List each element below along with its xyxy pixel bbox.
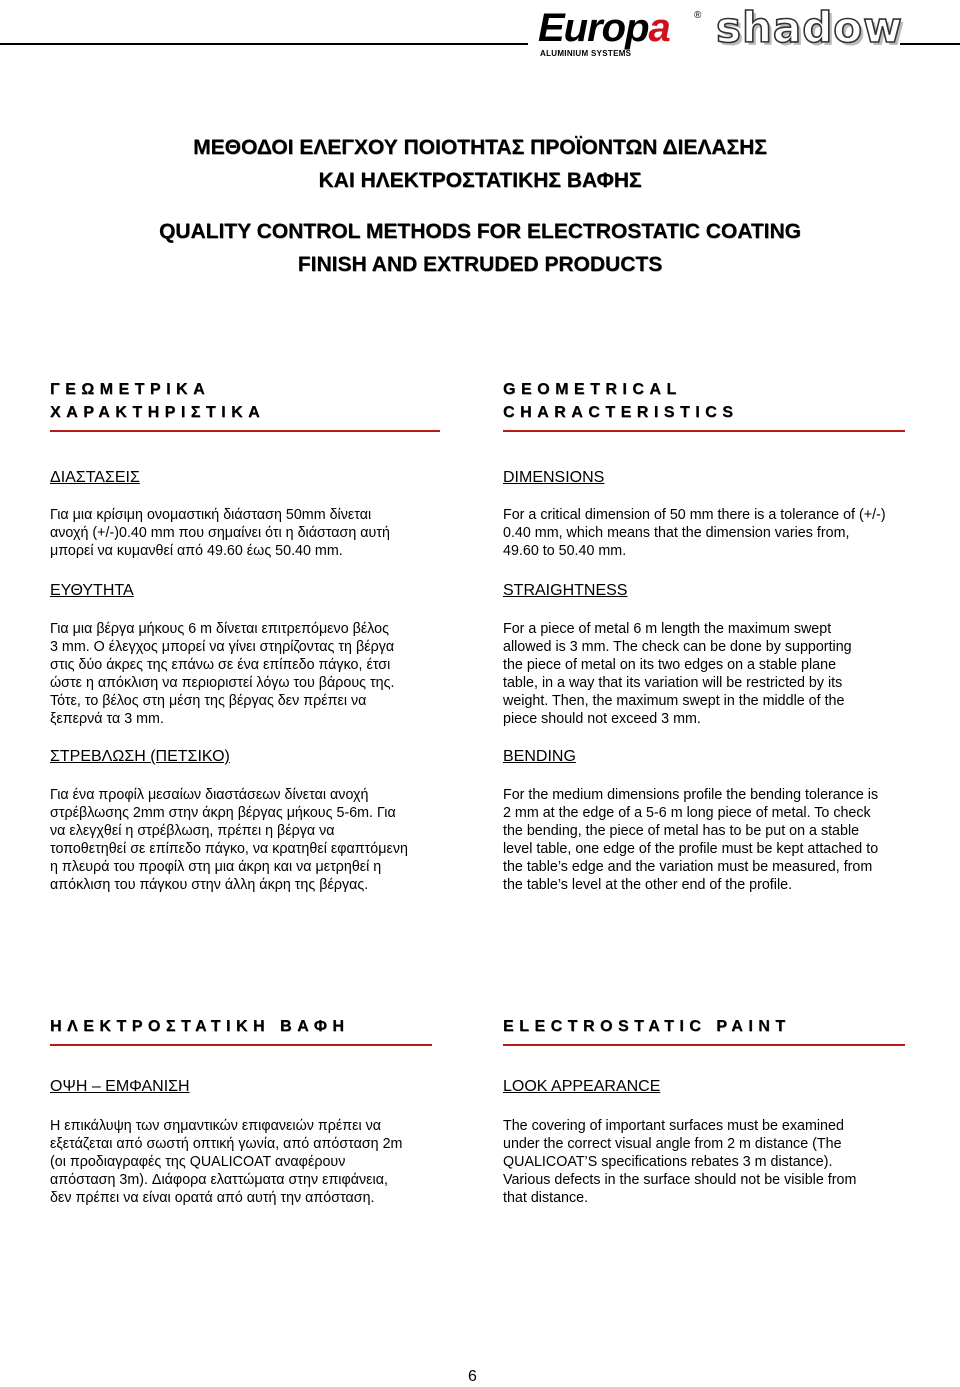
text-line: να ελεγχθεί η στρέβλωση, πρέπει η βέργα να — [50, 823, 335, 839]
text-line: For a piece of metal 6 m length the maximum swept — [503, 621, 832, 637]
paragraph-bending-greek — [50, 786, 408, 894]
paragraph-appearance-english — [503, 1117, 856, 1207]
text-line: Για ένα προφίλ μεσαίων διαστάσεων δίνεται ανοχή — [50, 787, 369, 803]
text-line: μπορεί να κυμανθεί από 49.60 έως 50.40 mm. — [50, 543, 343, 559]
text-line: Για μια κρίσιμη ονομαστική διάσταση 50mm δίνεται — [50, 507, 372, 523]
section-heading-english-line1: GEOMETRICAL — [503, 381, 682, 398]
subheading-bending-greek: ΣΤΡΕΒΛΩΣΗ (ΠΕΤΣΙΚΟ) — [50, 748, 230, 765]
paragraph-straightness-english — [503, 620, 852, 728]
text-line: the table’s level at the other end of the profile. — [503, 877, 793, 893]
paragraph-straightness-greek — [50, 620, 394, 728]
text-line: 49.60 to 50.40 mm. — [503, 543, 627, 559]
section-heading-english — [503, 378, 738, 424]
text-line: Various defects in the surface should not be visible from — [503, 1172, 857, 1188]
section-rule-right — [503, 430, 905, 432]
paragraph-dimensions-greek — [50, 506, 390, 560]
text-line: στρέβλωσης 2mm στην άκρη βέργας μήκους 5-6m. Για — [50, 805, 396, 821]
text-line: 2 mm at the edge of a 5-6 m long piece of metal. To check — [503, 805, 871, 821]
subheading-dimensions-english: DIMENSIONS — [503, 469, 605, 486]
title-greek-line1: ΜΕΘΟΔΟΙ ΕΛΕΓΧΟΥ ΠΟΙΟΤΗΤΑΣ ΠΡΟΪΟΝΤΩΝ ΔΙΕΛΑΣΗΣ — [193, 136, 767, 159]
text-line: piece should not exceed 3 mm. — [503, 711, 701, 727]
text-line: απόσταση 3m). Διάφορα ελαττώματα στην επιφάνεια, — [50, 1172, 388, 1188]
subheading-bending-english: BENDING — [503, 748, 576, 765]
section-rule-left — [50, 430, 440, 432]
text-line: allowed is 3 mm. The check can be done by supporting — [503, 639, 852, 655]
logo-wordmark: Europa — [538, 6, 670, 50]
subheading-appearance-english: LOOK APPEARANCE — [503, 1078, 661, 1095]
text-line: that distance. — [503, 1190, 589, 1206]
text-line: (οι προδιαγραφές της QUALICOAT αναφέρουν — [50, 1154, 346, 1170]
text-line: the bending, the piece of metal has to be put on a stable — [503, 823, 860, 839]
section-heading-english-line2: CHARACTERISTICS — [503, 404, 739, 421]
section-heading-greek-line2: ΧΑΡΑΚΤΗΡΙΣΤΙΚΑ — [50, 404, 266, 421]
text-line: απόκλιση του πάγκου στην άλλη άκρη της βέργας. — [50, 877, 369, 893]
text-line: 3 mm. Ο έλεγχος μπορεί να γίνει στηρίζοντας τη βέργα — [50, 639, 395, 655]
text-line: 0.40 mm, which means that the dimension varies from, — [503, 525, 850, 541]
text-line: τοποθετηθεί σε επίπεδο πάγκο, να κρατηθεί εφαπτόμενη — [50, 841, 408, 857]
header-rule-right — [900, 43, 960, 45]
text-line: For the medium dimensions profile the bending tolerance is — [503, 787, 879, 803]
text-line: weight. Then, the maximum swept in the middle of the — [503, 693, 845, 709]
shadow-wordmark: shadow — [716, 3, 903, 52]
text-line: δεν πρέπει να είναι ορατά από αυτή την απόσταση. — [50, 1190, 375, 1206]
text-line: QUALICOAT’S specifications rebates 3 m distance). — [503, 1154, 833, 1170]
section2-rule-left — [50, 1044, 432, 1046]
text-line: the table’s edge and the variation must be measured, from — [503, 859, 873, 875]
title-greek-line2: ΚΑΙ ΗΛΕΚΤΡΟΣΤΑΤΙΚΗΣ ΒΑΦΗΣ — [318, 169, 642, 192]
paragraph-dimensions-english — [503, 506, 886, 560]
text-line: Τότε, το βέλος στη μέση της βέργας δεν πρέπει να — [50, 693, 367, 709]
text-line: under the correct visual angle from 2 m distance (The — [503, 1136, 842, 1152]
subheading-straightness-english: STRAIGHTNESS — [503, 582, 628, 599]
title-english-line1: QUALITY CONTROL METHODS FOR ELECTROSTATIC COATING — [158, 220, 802, 243]
text-line: η πλευρά του προφίλ στη μια άκρη και να μετρηθεί η — [50, 859, 382, 875]
logo-registered-mark: ® — [694, 10, 702, 21]
text-line: ώστε η απόκλιση να περιοριστεί λόγω του βάρους της. — [50, 675, 395, 691]
section2-heading-english: ELECTROSTATIC PAINT — [503, 1018, 791, 1035]
text-line: The covering of important surfaces must be examined — [503, 1118, 844, 1134]
text-line: table, in a way that its variation will be restricted by its — [503, 675, 843, 691]
title-english-line2: FINISH AND EXTRUDED PRODUCTS — [297, 253, 663, 276]
section-heading-greek — [50, 378, 265, 424]
text-line: For a critical dimension of 50 mm there is a tolerance of (+/-) — [503, 507, 886, 523]
text-line: στις δύο άκρες της επάνω σε ένα επίπεδο πάγκο, έτσι — [50, 657, 391, 673]
section2-heading-greek: ΗΛΕΚΤΡΟΣΤΑΤΙΚΗ ΒΑΦΗ — [50, 1018, 350, 1035]
subheading-appearance-greek: ΟΨΗ – ΕΜΦΑΝΙΣΗ — [50, 1078, 190, 1095]
text-line: level table, one edge of the profile must be kept attached to — [503, 841, 879, 857]
text-line: εξετάζεται από σωστή οπτική γωνία, από απόσταση 2m — [50, 1136, 403, 1152]
logo-subtitle: ALUMINIUM SYSTEMS — [540, 49, 632, 58]
paragraph-bending-english — [503, 786, 878, 894]
europa-logo — [538, 3, 903, 60]
page-number: 6 — [468, 1368, 477, 1385]
text-line: ξεπερνά τα 3 mm. — [50, 711, 164, 727]
header-rule-left — [0, 43, 528, 45]
text-line: the piece of metal on its two edges on a stable plane — [503, 657, 837, 673]
text-line: Η επικάλυψη των σημαντικών επιφανειών πρέπει να — [50, 1118, 382, 1134]
subheading-straightness-greek: ΕΥΘΥΤΗΤΑ — [50, 582, 134, 599]
text-line: Για μια βέργα μήκους 6 m δίνεται επιτρεπόμενο βέλος — [50, 621, 389, 637]
section-heading-greek-line1: ΓΕΩΜΕΤΡΙΚΑ — [50, 381, 211, 398]
text-line: ανοχή (+/-)0.40 mm που σημαίνει ότι η διάσταση αυτή — [50, 525, 390, 541]
section2-rule-right — [503, 1044, 905, 1046]
subheading-dimensions-greek: ΔΙΑΣΤΑΣΕΙΣ — [50, 469, 140, 486]
paragraph-appearance-greek — [50, 1117, 402, 1207]
